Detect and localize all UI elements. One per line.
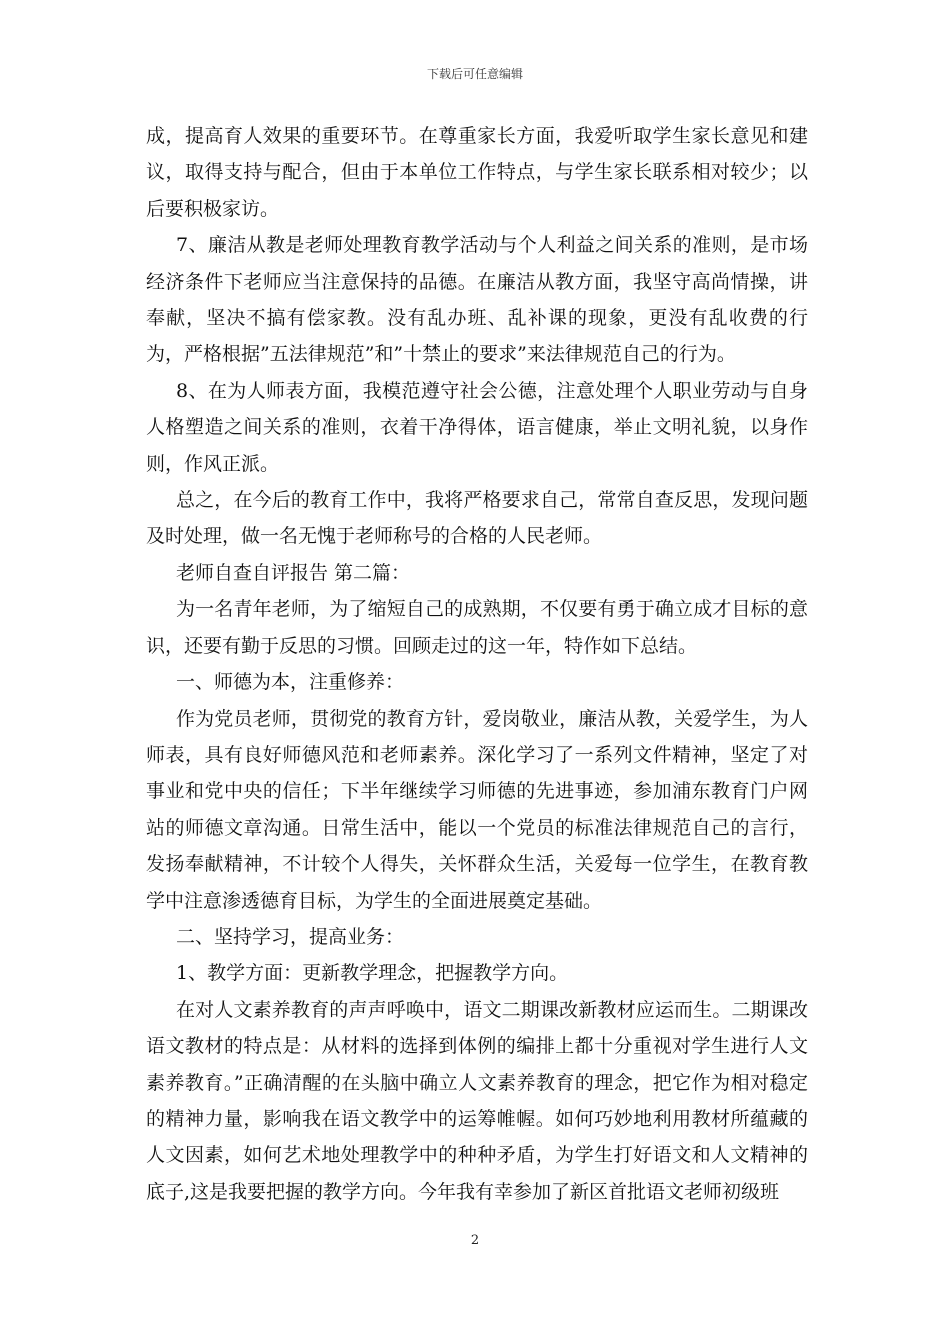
paragraph: 总之，在今后的教育工作中，我将严格要求自己，常常自查反思，发现问题及时处理，做一名无愧于老师称号的合格的人民老师。 — [146, 489, 808, 548]
paragraph: 成，提高育人效果的重要环节。在尊重家长方面，我爱听取学生家长意见和建议，取得支持与配合，但由于本单位工作特点，与学生家长联系相对较少；以后要积极家访。 — [146, 125, 808, 220]
paragraph: 7、廉洁从教是老师处理教育教学活动与个人利益之间关系的准则，是市场经济条件下老师应当注意保持的品德。在廉洁从教方面，我坚守高尚情操，讲奉献，坚决不搞有偿家教。没有乱办班、乱补课的现象，更没有乱收费的行为，严格根据”五法律规范”和”十禁止的要求”来法律规范自己的行为。 — [146, 234, 808, 366]
section-heading: 二、坚持学习，提高业务： — [176, 925, 405, 948]
page-header: 下载后可任意编辑 — [426, 67, 523, 81]
paragraph: 8、在为人师表方面，我模范遵守社会公德，注意处理个人职业劳动与自身人格塑造之间关系的准则，衣着干净得体，语言健康，举止文明礼貌，以身作则，作风正派。 — [146, 379, 808, 475]
paragraph: 为一名青年老师，为了缩短自己的成熟期，不仅要有勇于确立成才目标的意识，还要有勤于反思的习惯。回顾走过的这一年，特作如下总结。 — [146, 598, 808, 657]
paragraph: 在对人文素养教育的声声呼唤中，语文二期课改新教材应运而生。二期课改语文教材的特点是：从材料的选择到体例的编排上都十分重视对学生进行人文素养教育。”正确清醒的在头脑中确立人文素养教育的理念，把它作为相对稳定的精神力量，影响我在语文教学中的运筹帷幄。如何巧妙地利用教材所蕴藏的人文因素，如何艺术地处理教学中的种种矛盾，为学生打好语文和人文精神的底子,这是我要把握的教学方向。今年我有幸参加了新区首批语文老师初级班 — [146, 998, 808, 1203]
section-title: 老师自查自评报告 第二篇： — [176, 561, 411, 584]
document-body — [146, 118, 808, 1210]
section-heading: 一、师德为本，注重修养： — [176, 671, 405, 694]
paragraph: 作为党员老师，贯彻党的教育方针，爱岗敬业，廉洁从教，关爱学生，为人师表，具有良好师德风范和老师素养。深化学习了一系列文件精神，坚定了对事业和党中央的信任；下半年继续学习师德的先进事迹，参加浦东教育门户网站的师德文章沟通。日常生活中，能以一个党员的标准法律规范自己的言行，发扬奉献精神，不计较个人得失，关怀群众生活，关爱每一位学生，在教育教学中注意渗透德育目标，为学生的全面进展奠定基础。 — [146, 707, 808, 912]
page-number: 2 — [470, 1233, 480, 1248]
subsection-heading: 1、教学方面：更新教学理念，把握教学方向。 — [176, 962, 569, 985]
